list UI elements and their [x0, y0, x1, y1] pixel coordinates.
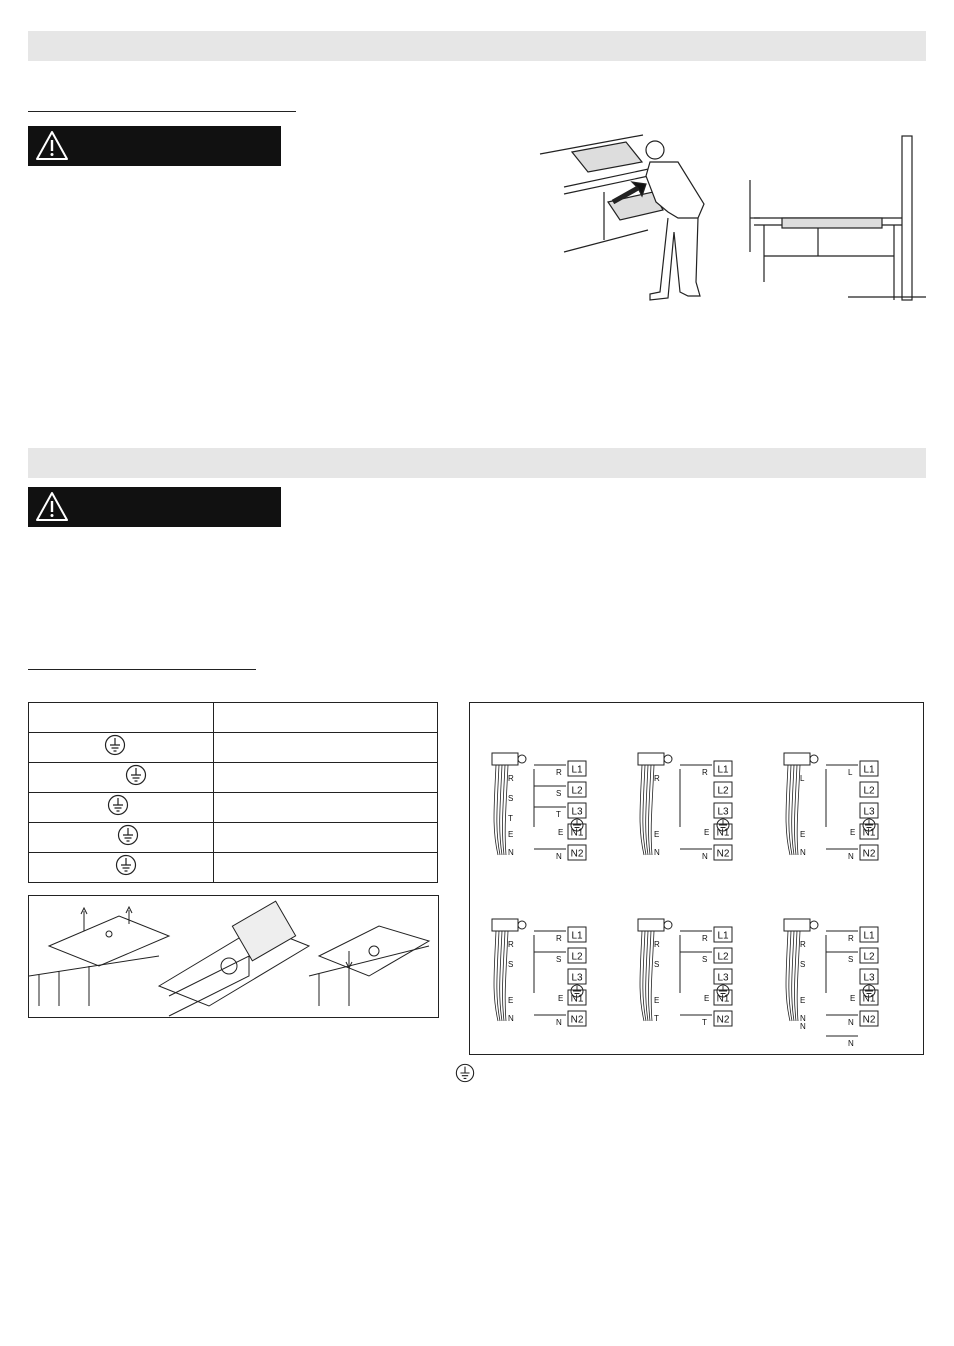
connection-letter: N: [556, 1018, 562, 1027]
cable-letter: E: [800, 830, 806, 839]
terminal-label: N1: [570, 827, 584, 839]
terminal-label: L2: [863, 785, 875, 797]
cable-letter: L: [800, 774, 805, 783]
connection-letter: S: [556, 789, 562, 798]
terminal-label: N2: [570, 848, 584, 860]
connection-letter: E: [850, 994, 856, 1003]
terminal-label: L3: [863, 806, 875, 818]
wiring-diagram: [492, 919, 586, 1027]
connection-letter: E: [850, 828, 856, 837]
cable-letter: E: [508, 830, 514, 839]
ground-symbol-icon: [455, 1063, 475, 1083]
warning-box-2: [28, 487, 281, 527]
wiring-diagram: [784, 919, 878, 1048]
cable-letter: T: [508, 814, 513, 823]
cable-letter: R: [654, 774, 660, 783]
terminal-label: L3: [571, 972, 583, 984]
hob-clearance-diagram: [744, 132, 926, 302]
wiring-diagram: [638, 919, 732, 1027]
connection-letter: R: [848, 934, 854, 943]
subheading-underline-1: [28, 111, 296, 112]
terminal-label: L3: [717, 806, 729, 818]
terminal-label: L1: [717, 764, 729, 776]
connection-letter: S: [556, 955, 562, 964]
cable-letter: S: [654, 960, 660, 969]
warning-triangle-icon: [34, 129, 70, 163]
terminal-label: N2: [862, 1014, 876, 1026]
connection-letter: S: [848, 955, 854, 964]
warning-box-1: [28, 126, 281, 166]
table-row: [29, 703, 438, 733]
terminal-label: L2: [863, 951, 875, 963]
ground-symbol-icon: [107, 794, 129, 816]
cable-letter: S: [508, 794, 514, 803]
cable-letter: R: [508, 774, 514, 783]
hob-installation-illustration: [538, 132, 718, 302]
terminal-label: N1: [716, 827, 730, 839]
connection-letter: E: [704, 994, 710, 1003]
connection-letter: R: [702, 768, 708, 777]
terminal-label: L2: [571, 951, 583, 963]
table-row: [29, 853, 438, 883]
wiring-diagram: [492, 753, 586, 861]
terminal-label: N1: [862, 827, 876, 839]
terminal-label: N2: [716, 1014, 730, 1026]
cable-letter: N: [800, 1022, 806, 1031]
terminal-label: N2: [862, 848, 876, 860]
terminal-label: L1: [863, 764, 875, 776]
connection-letter: N: [556, 852, 562, 861]
terminal-label: N1: [716, 993, 730, 1005]
connection-letter: E: [558, 828, 564, 837]
connection-table: [28, 702, 438, 883]
wiring-diagram: [784, 753, 878, 861]
terminal-label: L2: [717, 785, 729, 797]
cable-letter: R: [508, 940, 514, 949]
terminal-label: L1: [571, 764, 583, 776]
connection-letter: N: [702, 852, 708, 861]
cable-letter: N: [654, 848, 660, 857]
cable-letter: R: [800, 940, 806, 949]
cable-letter: S: [800, 960, 806, 969]
terminal-label: L1: [571, 930, 583, 942]
cable-letter: S: [508, 960, 514, 969]
ground-symbol-icon: [115, 854, 137, 876]
connection-letter: S: [702, 955, 708, 964]
subheading-underline-2: [28, 669, 256, 670]
table-row: [29, 823, 438, 853]
cable-letter: E: [654, 996, 660, 1005]
wiring-diagram: [638, 753, 732, 861]
section-band-electrical: [28, 448, 926, 478]
cable-letter: R: [654, 940, 660, 949]
terminal-label: L3: [863, 972, 875, 984]
terminal-label: L2: [717, 951, 729, 963]
wiring-diagrams-box: [469, 702, 924, 1055]
cable-letter: E: [654, 830, 660, 839]
terminal-label: L2: [571, 785, 583, 797]
terminal-label: L1: [863, 930, 875, 942]
terminal-label: L3: [571, 806, 583, 818]
connection-letter: N: [848, 1039, 854, 1048]
section-band-installation: [28, 31, 926, 61]
terminal-label: L1: [717, 930, 729, 942]
cable-letter: T: [654, 1014, 659, 1023]
terminal-block-illustration: [28, 895, 439, 1018]
terminal-label: N2: [570, 1014, 584, 1026]
terminal-label: N1: [570, 993, 584, 1005]
cable-letter: N: [800, 1014, 806, 1023]
cable-letter: E: [508, 996, 514, 1005]
connection-letter: R: [702, 934, 708, 943]
cable-letter: N: [508, 1014, 514, 1023]
warning-triangle-icon: [34, 490, 70, 524]
connection-letter: E: [558, 994, 564, 1003]
table-row: [29, 763, 438, 793]
cable-letter: N: [800, 848, 806, 857]
ground-symbol-icon: [104, 734, 126, 756]
terminal-label: N1: [862, 993, 876, 1005]
table-row: [29, 733, 438, 763]
terminal-label: N2: [716, 848, 730, 860]
connection-letter: N: [848, 852, 854, 861]
table-row: [29, 793, 438, 823]
connection-letter: T: [702, 1018, 707, 1027]
connection-letter: T: [556, 810, 561, 819]
terminal-label: L3: [717, 972, 729, 984]
connection-letter: R: [556, 934, 562, 943]
cable-letter: N: [508, 848, 514, 857]
cable-letter: E: [800, 996, 806, 1005]
connection-letter: R: [556, 768, 562, 777]
ground-symbol-icon: [125, 764, 147, 786]
connection-letter: L: [848, 768, 853, 777]
connection-letter: N: [848, 1018, 854, 1027]
terminal-cover-drawing: [29, 896, 438, 1017]
wiring-diagrams: [470, 703, 923, 1054]
connection-letter: E: [704, 828, 710, 837]
ground-symbol-icon: [117, 824, 139, 846]
